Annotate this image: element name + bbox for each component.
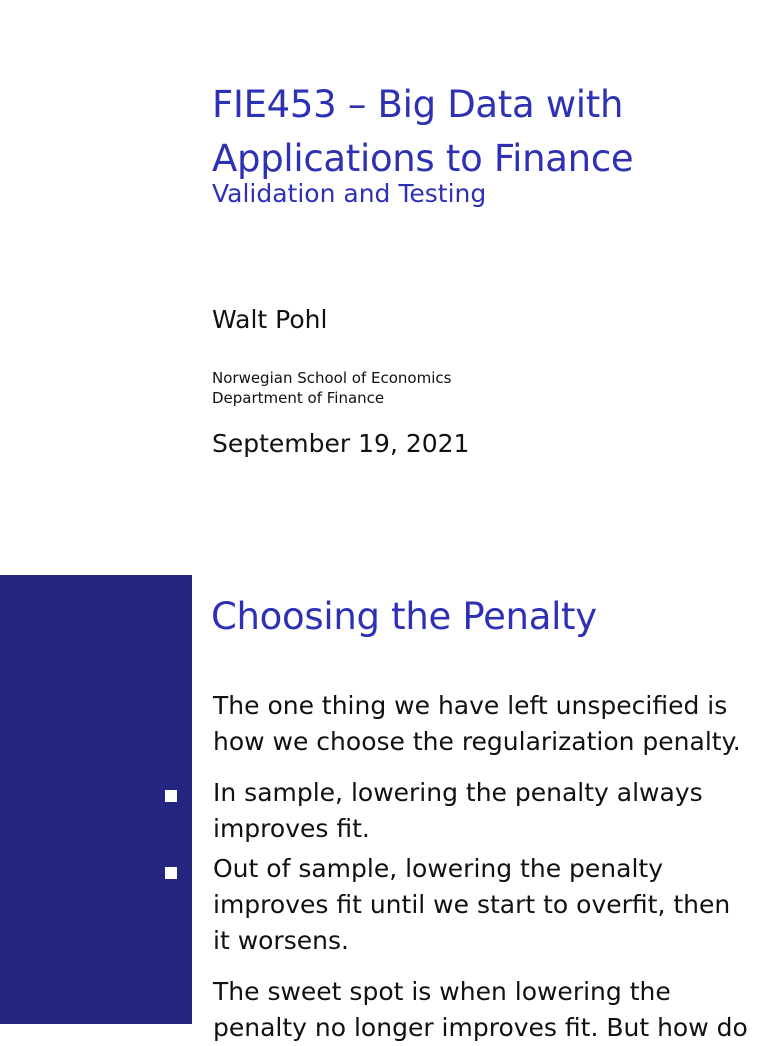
institution bbox=[212, 368, 451, 408]
bullet-square-icon bbox=[165, 867, 177, 879]
institution-line-2: Department of Finance bbox=[212, 389, 385, 407]
closing-line-1: The sweet spot is when lowering the bbox=[213, 977, 671, 1006]
slide-title: Choosing the Penalty bbox=[211, 595, 597, 638]
bullet-square-icon bbox=[165, 790, 177, 802]
closing-paragraph bbox=[213, 974, 758, 1046]
title-line-2: Applications to Finance bbox=[212, 137, 634, 180]
author-name: Walt Pohl bbox=[212, 305, 328, 334]
bullet-2-line-1: Out of sample, lowering the penalty bbox=[213, 854, 663, 883]
bullet-1-line-1: In sample, lowering the penalty always bbox=[213, 778, 703, 807]
presentation-date: September 19, 2021 bbox=[212, 429, 470, 458]
closing-line-2: penalty no longer improves fit. But how do bbox=[213, 1013, 748, 1042]
presentation-subtitle: Validation and Testing bbox=[212, 179, 487, 208]
intro-line-2: how we choose the regularization penalty. bbox=[213, 727, 741, 756]
content-slide bbox=[0, 575, 768, 1042]
bullet-2-line-3: it worsens. bbox=[213, 926, 349, 955]
bullet-1-line-2: improves fit. bbox=[213, 814, 370, 843]
intro-paragraph bbox=[213, 688, 758, 760]
bullet-item-2 bbox=[213, 851, 758, 959]
intro-line-1: The one thing we have left unspecified is bbox=[213, 691, 728, 720]
bullet-item-1 bbox=[213, 775, 758, 847]
slide-sidebar bbox=[0, 575, 192, 1024]
title-line-1: FIE453 – Big Data with bbox=[212, 83, 624, 126]
presentation-title bbox=[212, 78, 752, 186]
institution-line-1: Norwegian School of Economics bbox=[212, 369, 452, 387]
bullet-2-line-2: improves fit until we start to overfit, then bbox=[213, 890, 731, 919]
